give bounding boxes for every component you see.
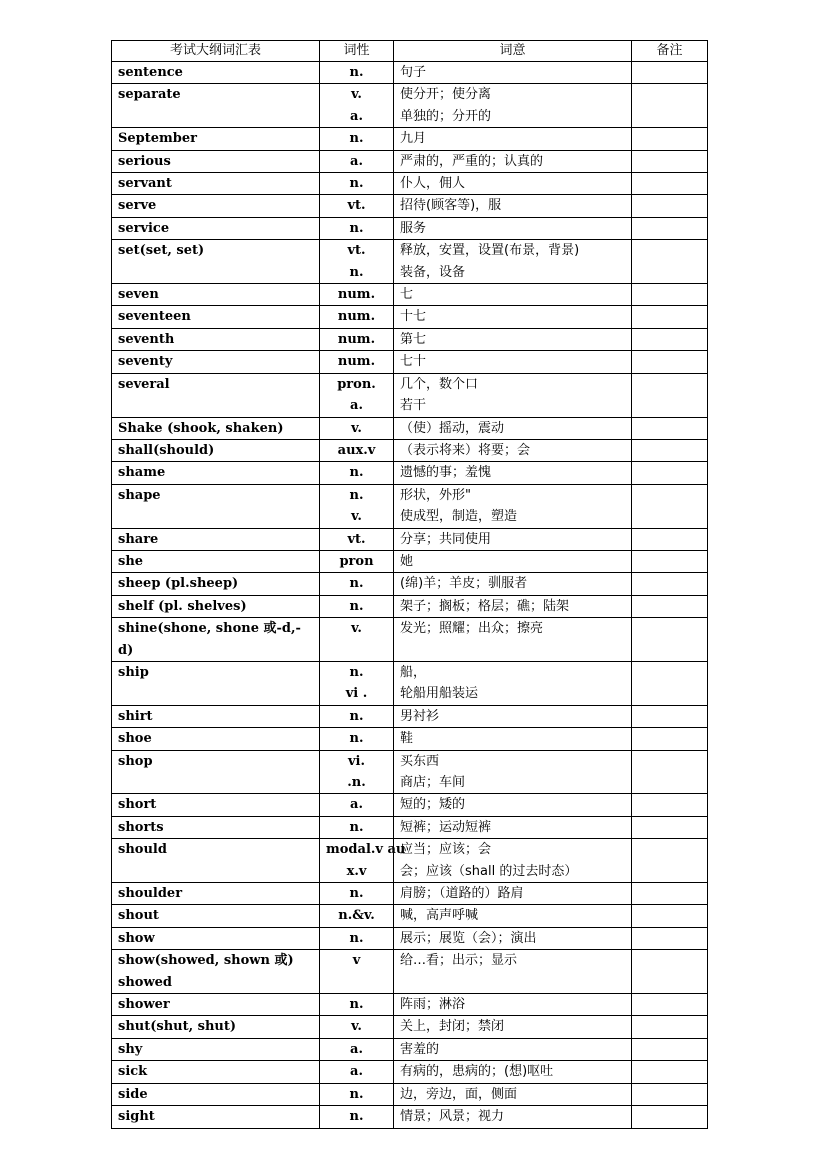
meaning-cell	[394, 618, 632, 662]
table-row	[112, 328, 708, 350]
note-cell	[632, 306, 708, 328]
meaning-text: 喊，高声呼喊	[400, 908, 479, 924]
meaning-cell	[394, 927, 632, 949]
meaning-text: 形状，外形"	[400, 487, 471, 503]
word-cell: shower	[112, 994, 320, 1016]
part-of-speech-cell	[320, 661, 394, 705]
part-of-speech: a.	[350, 153, 363, 169]
word-cell: shorts	[112, 816, 320, 838]
word-cell: show(showed, shown 或) showed	[112, 950, 320, 994]
word-cell: shape	[112, 484, 320, 528]
note-cell	[632, 927, 708, 949]
meaning-text: 遗憾的事；羞愧	[400, 465, 492, 481]
part-of-speech-cell	[320, 462, 394, 484]
part-of-speech: n.	[349, 576, 364, 592]
word-cell: service	[112, 217, 320, 239]
table-row	[112, 173, 708, 195]
note-cell	[632, 173, 708, 195]
part-of-speech-cell	[320, 1106, 394, 1128]
meaning-text: 边，旁边，面，侧面	[400, 1086, 518, 1102]
meaning-cell	[394, 728, 632, 750]
note-cell	[632, 84, 708, 128]
meaning-text: 情景；风景；视力	[400, 1109, 505, 1125]
word-cell: shut(shut, shut)	[112, 1016, 320, 1038]
vocabulary-table	[111, 40, 708, 1129]
table-row	[112, 883, 708, 905]
part-of-speech: n.	[349, 997, 364, 1013]
meaning-cell	[394, 1038, 632, 1060]
meaning-text: 给…看；出示；显示	[400, 953, 518, 969]
word-cell: servant	[112, 173, 320, 195]
part-of-speech: a.	[350, 108, 363, 124]
meaning-text: 十七	[400, 309, 427, 325]
note-cell	[632, 618, 708, 662]
part-of-speech-cell	[320, 417, 394, 439]
word-cell: sight	[112, 1106, 320, 1128]
note-cell	[632, 661, 708, 705]
meaning-text: 鞋	[400, 731, 414, 747]
meaning-text: 肩膀；（道路的）路肩	[400, 886, 524, 902]
part-of-speech-cell	[320, 618, 394, 662]
part-of-speech-cell	[320, 439, 394, 461]
table-row	[112, 794, 708, 816]
part-of-speech: n.	[349, 731, 364, 747]
meaning-text: 释放，安置，设置(布景，背景)	[400, 243, 580, 259]
table-row	[112, 150, 708, 172]
word-cell: seventeen	[112, 306, 320, 328]
meaning-cell	[394, 195, 632, 217]
part-of-speech-cell	[320, 1038, 394, 1060]
meaning-text: 应当；应该；会	[400, 842, 492, 858]
part-of-speech-cell	[320, 284, 394, 306]
meaning-cell	[394, 950, 632, 994]
meaning-cell	[394, 705, 632, 727]
table-row	[112, 306, 708, 328]
note-cell	[632, 1038, 708, 1060]
meaning-text: 若干	[400, 398, 427, 414]
note-cell	[632, 1106, 708, 1128]
part-of-speech: v.	[351, 509, 362, 525]
note-cell	[632, 705, 708, 727]
header-word: 考试大纲词汇表	[112, 41, 320, 62]
part-of-speech: n.&v.	[338, 908, 375, 924]
word-cell: set(set, set)	[112, 240, 320, 284]
word-cell: seven	[112, 284, 320, 306]
meaning-text: 句子	[400, 65, 427, 80]
meaning-cell	[394, 484, 632, 528]
part-of-speech-cell	[320, 927, 394, 949]
part-of-speech: pron	[339, 553, 374, 569]
part-of-speech: vt.	[347, 243, 366, 259]
meaning-text: 服务	[400, 220, 427, 236]
part-of-speech: n.	[349, 264, 364, 280]
word-cell: show	[112, 927, 320, 949]
meaning-cell	[394, 128, 632, 150]
note-cell	[632, 794, 708, 816]
part-of-speech-cell	[320, 217, 394, 239]
meaning-cell	[394, 284, 632, 306]
part-of-speech: a.	[350, 1041, 363, 1057]
part-of-speech: v.	[351, 621, 362, 637]
part-of-speech-cell	[320, 306, 394, 328]
part-of-speech: n.	[349, 131, 364, 147]
meaning-text: 有病的，患病的；(想)呕吐	[400, 1064, 554, 1080]
meaning-cell	[394, 84, 632, 128]
note-cell	[632, 484, 708, 528]
part-of-speech-cell	[320, 484, 394, 528]
part-of-speech: vi.	[347, 753, 366, 769]
meaning-text: 九月	[400, 131, 427, 147]
meaning-text: 仆人，佣人	[400, 176, 466, 192]
meaning-text: 关上，封闭；禁闭	[400, 1019, 505, 1035]
part-of-speech: n.	[349, 487, 364, 503]
part-of-speech-cell	[320, 328, 394, 350]
part-of-speech: v.	[351, 420, 362, 436]
meaning-text: 招待(顾客等)，服	[400, 198, 502, 214]
meaning-text: 商店；车间	[400, 775, 466, 790]
note-cell	[632, 284, 708, 306]
table-row	[112, 728, 708, 750]
note-cell	[632, 994, 708, 1016]
meaning-text: 轮船用船装运	[400, 686, 479, 702]
word-cell: should	[112, 839, 320, 883]
meaning-cell	[394, 417, 632, 439]
meaning-cell	[394, 905, 632, 927]
part-of-speech: n.	[349, 930, 364, 946]
part-of-speech: n.	[349, 664, 364, 680]
table-row	[112, 484, 708, 528]
meaning-cell	[394, 839, 632, 883]
table-row	[112, 217, 708, 239]
part-of-speech-cell	[320, 1083, 394, 1105]
part-of-speech-cell	[320, 883, 394, 905]
word-cell: shine(shone, shone 或-d,-d)	[112, 618, 320, 662]
note-cell	[632, 528, 708, 550]
part-of-speech-cell	[320, 816, 394, 838]
part-of-speech: a.	[350, 797, 363, 813]
table-row	[112, 994, 708, 1016]
meaning-text: 男衬衫	[400, 708, 440, 724]
meaning-text: 买东西	[400, 753, 440, 769]
table-row	[112, 816, 708, 838]
meaning-cell	[394, 1083, 632, 1105]
part-of-speech-cell	[320, 595, 394, 617]
table-row	[112, 1061, 708, 1083]
part-of-speech: n.	[349, 465, 364, 481]
part-of-speech-cell	[320, 62, 394, 84]
note-cell	[632, 417, 708, 439]
word-cell: ship	[112, 661, 320, 705]
part-of-speech: n.	[349, 886, 364, 902]
part-of-speech: modal.v au	[326, 842, 406, 858]
meaning-cell	[394, 994, 632, 1016]
meaning-text: 她	[400, 553, 414, 569]
meaning-cell	[394, 750, 632, 794]
note-cell	[632, 217, 708, 239]
note-cell	[632, 62, 708, 84]
table-row	[112, 595, 708, 617]
meaning-text: 发光；照耀；出众；擦亮	[400, 621, 544, 637]
word-cell: separate	[112, 84, 320, 128]
note-cell	[632, 905, 708, 927]
part-of-speech: num.	[337, 354, 376, 370]
header-note: 备注	[632, 41, 708, 62]
part-of-speech-cell	[320, 240, 394, 284]
meaning-cell	[394, 328, 632, 350]
note-cell	[632, 150, 708, 172]
note-cell	[632, 351, 708, 373]
part-of-speech: n.	[349, 819, 364, 835]
table-row	[112, 905, 708, 927]
table-row	[112, 927, 708, 949]
part-of-speech-cell	[320, 705, 394, 727]
note-cell	[632, 328, 708, 350]
table-row	[112, 417, 708, 439]
meaning-text: 严肃的，严重的；认真的	[400, 153, 544, 169]
table-row	[112, 439, 708, 461]
part-of-speech-cell	[320, 905, 394, 927]
meaning-cell	[394, 573, 632, 595]
word-cell: several	[112, 373, 320, 417]
part-of-speech: vt.	[347, 531, 366, 547]
meaning-cell	[394, 794, 632, 816]
table-row	[112, 528, 708, 550]
table-row	[112, 462, 708, 484]
part-of-speech: n.	[349, 1109, 364, 1125]
table-header-row	[112, 41, 708, 62]
part-of-speech-cell	[320, 373, 394, 417]
word-cell: she	[112, 550, 320, 572]
table-row	[112, 1083, 708, 1105]
part-of-speech: num.	[337, 331, 376, 347]
part-of-speech: n.	[349, 220, 364, 236]
part-of-speech-cell	[320, 794, 394, 816]
part-of-speech-cell	[320, 750, 394, 794]
table-row	[112, 618, 708, 662]
part-of-speech: .n.	[347, 775, 366, 790]
table-row	[112, 1016, 708, 1038]
note-cell	[632, 573, 708, 595]
meaning-cell	[394, 150, 632, 172]
part-of-speech: a.	[350, 398, 363, 414]
word-cell: short	[112, 794, 320, 816]
table-row	[112, 351, 708, 373]
meaning-text: 会；应该（shall 的过去时态）	[400, 863, 578, 879]
meaning-cell	[394, 1106, 632, 1128]
part-of-speech: n.	[349, 65, 364, 80]
meaning-cell	[394, 351, 632, 373]
note-cell	[632, 595, 708, 617]
table-row	[112, 1106, 708, 1128]
note-cell	[632, 240, 708, 284]
table-row	[112, 1038, 708, 1060]
meaning-text: 使成型，制造，塑造	[400, 509, 518, 525]
meaning-text: （使）摇动，震动	[400, 420, 505, 436]
part-of-speech: x.v	[346, 863, 367, 879]
word-cell: sheep (pl.sheep)	[112, 573, 320, 595]
table-row	[112, 84, 708, 128]
meaning-cell	[394, 661, 632, 705]
table-row	[112, 240, 708, 284]
meaning-cell	[394, 816, 632, 838]
note-cell	[632, 839, 708, 883]
table-row	[112, 373, 708, 417]
part-of-speech: v	[352, 953, 361, 969]
meaning-text: (绵)羊；羊皮；驯服者	[400, 576, 528, 592]
word-cell: Shake (shook, shaken)	[112, 417, 320, 439]
note-cell	[632, 1061, 708, 1083]
meaning-cell	[394, 550, 632, 572]
meaning-cell	[394, 1016, 632, 1038]
part-of-speech: n.	[349, 1086, 364, 1102]
table-row	[112, 950, 708, 994]
meaning-cell	[394, 462, 632, 484]
note-cell	[632, 728, 708, 750]
word-cell: September	[112, 128, 320, 150]
part-of-speech-cell	[320, 728, 394, 750]
note-cell	[632, 550, 708, 572]
note-cell	[632, 462, 708, 484]
note-cell	[632, 950, 708, 994]
part-of-speech: n.	[349, 598, 364, 614]
meaning-cell	[394, 240, 632, 284]
part-of-speech-cell	[320, 1016, 394, 1038]
meaning-text: 短的；矮的	[400, 797, 466, 813]
part-of-speech-cell	[320, 195, 394, 217]
meaning-text: 使分开；使分离	[400, 87, 492, 103]
meaning-text: 七	[400, 287, 414, 303]
meaning-text: 七十	[400, 354, 427, 370]
part-of-speech: vt.	[347, 198, 366, 214]
meaning-cell	[394, 373, 632, 417]
word-cell: shy	[112, 1038, 320, 1060]
note-cell	[632, 439, 708, 461]
header-meaning: 词意	[394, 41, 632, 62]
note-cell	[632, 195, 708, 217]
part-of-speech-cell	[320, 994, 394, 1016]
meaning-cell	[394, 595, 632, 617]
word-cell: seventy	[112, 351, 320, 373]
part-of-speech-cell	[320, 150, 394, 172]
part-of-speech: n.	[349, 708, 364, 724]
word-cell: shout	[112, 905, 320, 927]
meaning-text: 分享；共同使用	[400, 531, 492, 547]
meaning-text: 第七	[400, 331, 427, 347]
meaning-cell	[394, 883, 632, 905]
part-of-speech-cell	[320, 1061, 394, 1083]
table-row	[112, 750, 708, 794]
meaning-text: 单独的；分开的	[400, 108, 492, 124]
vocabulary-rows	[112, 62, 708, 1129]
meaning-text: 害羞的	[400, 1041, 440, 1057]
word-cell: shame	[112, 462, 320, 484]
part-of-speech-cell	[320, 128, 394, 150]
word-cell: serious	[112, 150, 320, 172]
meaning-cell	[394, 217, 632, 239]
note-cell	[632, 816, 708, 838]
word-cell: sick	[112, 1061, 320, 1083]
table-row	[112, 128, 708, 150]
part-of-speech: vi .	[345, 686, 368, 702]
part-of-speech: pron.	[337, 376, 376, 392]
part-of-speech-cell	[320, 950, 394, 994]
table-row	[112, 705, 708, 727]
meaning-cell	[394, 62, 632, 84]
word-cell: shoulder	[112, 883, 320, 905]
meaning-text: （表示将来）将要；会	[400, 442, 531, 458]
note-cell	[632, 750, 708, 794]
word-cell: serve	[112, 195, 320, 217]
table-row	[112, 661, 708, 705]
part-of-speech: a.	[350, 1064, 363, 1080]
word-cell: shall(should)	[112, 439, 320, 461]
meaning-text: 船，	[400, 664, 427, 680]
word-cell: side	[112, 1083, 320, 1105]
table-row	[112, 62, 708, 84]
header-pos: 词性	[320, 41, 394, 62]
meaning-text: 阵雨；淋浴	[400, 997, 466, 1013]
part-of-speech: n.	[349, 176, 364, 192]
word-cell: shop	[112, 750, 320, 794]
note-cell	[632, 1083, 708, 1105]
word-cell: shirt	[112, 705, 320, 727]
part-of-speech-cell	[320, 550, 394, 572]
word-cell: sentence	[112, 62, 320, 84]
note-cell	[632, 373, 708, 417]
word-cell: seventh	[112, 328, 320, 350]
table-row	[112, 550, 708, 572]
part-of-speech-cell	[320, 839, 406, 883]
meaning-cell	[394, 439, 632, 461]
table-row	[112, 195, 708, 217]
meaning-cell	[394, 528, 632, 550]
word-cell: shoe	[112, 728, 320, 750]
word-cell: share	[112, 528, 320, 550]
part-of-speech: num.	[337, 309, 376, 325]
meaning-cell	[394, 306, 632, 328]
part-of-speech: num.	[337, 287, 376, 303]
meaning-cell	[394, 173, 632, 195]
part-of-speech: v.	[351, 87, 362, 103]
part-of-speech-cell	[320, 84, 394, 128]
part-of-speech: aux.v	[337, 442, 376, 458]
meaning-text: 短裤；运动短裤	[400, 819, 492, 835]
meaning-text: 几个，数个口	[400, 376, 479, 392]
word-cell: shelf (pl. shelves)	[112, 595, 320, 617]
table-row	[112, 839, 708, 883]
part-of-speech-cell	[320, 351, 394, 373]
meaning-text: 装备，设备	[400, 264, 466, 280]
meaning-cell	[394, 1061, 632, 1083]
note-cell	[632, 128, 708, 150]
meaning-text: 架子；搁板；格层；礁；陆架	[400, 598, 570, 614]
part-of-speech: v.	[351, 1019, 362, 1035]
meaning-text: 展示；展览（会）；演出	[400, 930, 537, 946]
note-cell	[632, 1016, 708, 1038]
part-of-speech-cell	[320, 528, 394, 550]
part-of-speech-cell	[320, 573, 394, 595]
table-row	[112, 573, 708, 595]
note-cell	[632, 883, 708, 905]
table-row	[112, 284, 708, 306]
part-of-speech-cell	[320, 173, 394, 195]
